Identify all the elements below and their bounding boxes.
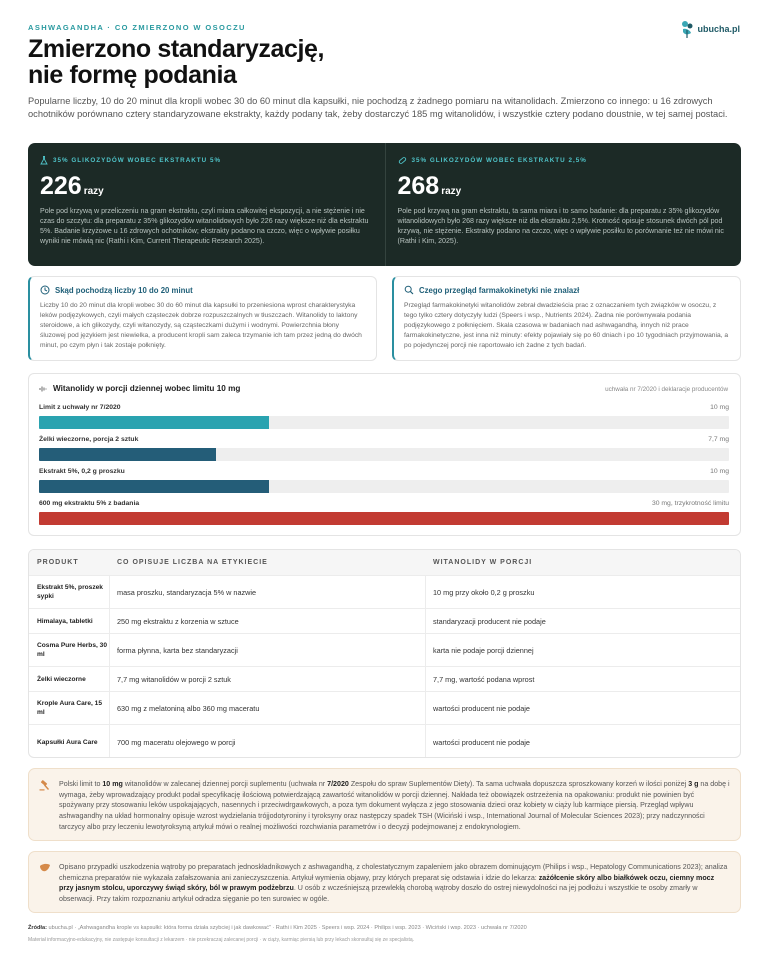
note-text: Opisano przypadki uszkodzenia wątroby po preparatach jednoskładnikowych z ashwagandhą, z cholestatycznym zapaleniem jako obrazem dominującym (Philips i wsp., Hepatology Communications 2023); analiza chemiczna preparatów nie wykazała zafałszowania ani zanieczyszczenia. Artykuł wymienia objawy, przy których preparat się odstawia i idzie do lekarza:: [59, 863, 728, 882]
liver-warning-note: [28, 851, 741, 913]
note-text: Polski limit to: [59, 780, 103, 788]
bar-row: [39, 468, 729, 493]
bar-row: [39, 404, 729, 429]
page-title: [28, 36, 588, 88]
product-cell: Himalaya, tabletki: [37, 617, 93, 625]
bars-source: uchwała nr 7/2020 i deklaracje producentów: [605, 386, 728, 393]
bar-label: Ekstrakt 5%, 0,2 g proszku: [39, 468, 125, 475]
bars-title: [39, 384, 240, 393]
product-cell: Kapsułki Aura Care: [37, 738, 98, 746]
stat-number: 226: [40, 172, 82, 200]
stats-panel: [28, 143, 741, 266]
bar-label: Żelki wieczorne, porcja 2 sztuk: [39, 436, 139, 443]
note-emphasis: 7/2020: [327, 780, 349, 788]
stat-description: Pole pod krzywą na gram ekstraktu, ta sama miara i to samo badanie: dla preparatu z 35% glikozydów witanolidowych było 268 razy większe niż dla ekstraktu 2,5%. Krotność opisuje stosunek dwóch pól pod krzywą, nie stężenie. Ekstrakty podano na czczo, więc o wpływie posiłku to porównanie też nie mówi nic (Rathi i Kim, 2025).: [397, 207, 724, 245]
withanolides-cell: wartości producent nie podaje: [433, 703, 530, 713]
card-title-text: Skąd pochodzą liczby 10 do 20 minut: [55, 285, 193, 295]
eyebrow: ASHWAGANDHA · CO ZMIERZONO W OSOCZU: [28, 23, 246, 32]
stat-label: [40, 156, 373, 165]
bar-label: 600 mg ekstraktu 5% z badania: [39, 500, 140, 507]
product-cell: Żelki wieczorne: [37, 675, 86, 683]
disclaimer: Materiał informacyjno-edukacyjny, nie zastępuje konsultacji z lekarzem · nie przekraczaj zalecanej porcji · w ciąży, karmiąc piersią lub przy lekach skonsultuj się ze specjalistą.: [28, 937, 415, 943]
bar-track: [39, 512, 729, 525]
page-title-line1: Zmierzono standaryzację,: [28, 35, 325, 63]
product-table: [28, 549, 741, 758]
clock-icon: [40, 285, 50, 295]
note-emphasis: 10 mg: [102, 780, 123, 788]
search-icon: [404, 285, 414, 295]
bar-value: 30 mg, trzykrotność limitu: [651, 500, 729, 507]
note-text: na dobę i wymaga, żeby wprowadzający produkt podał specyfikację ilościową potwierdzającą zawartość witanolidów w porcji dziennej. Nakłada też obowiązek ostrzeżenia na opakowaniu: produkt nie powinien być spożywany przy stosowaniu leków uspokajających, nasennych i przeciwdrgawkowych, a poza tym dokument wyłącza z jego stosowania dzieci oraz kobiety w ciąży lub karmiące piersią. Przegląd wpływu ashwagandhy na układ hormonalny opisuje wzrost wydzielania trójjodotyroniny i tyroksyny oraz następczy spadek TSH (Wiciński i wsp., International Journal of Molecular Sciences 2023); przy nadczynności tarczycy albo przy leczeniu lewotyroksyną artykuł mówi o realnej możliwości rozchwiania parametrów i o decyzji podejmowanej z endokrynologiem.: [59, 780, 730, 831]
bar-track: [39, 416, 729, 429]
bar-track: [39, 480, 729, 493]
card-title: [404, 285, 730, 295]
withanolides-cell: 10 mg przy około 0,2 g proszku: [433, 587, 535, 597]
bar-row: [39, 436, 729, 461]
card-body: Przegląd farmakokinetyki witanolidów zebrał dwadzieścia prac z oznaczaniem tych związków w osoczu, z tego tylko cztery dotyczyły ludzi (Speers i wsp., Nutrients 2024). Żadna nie porównywała podania podjęzykowego z połknięciem. Skala czasowa w badaniach nad ashwagandhą, innych niż prace farmakokinetyczne, jest inna niż minuty: efekty pojawiały się po 60 dniach i po 10 tygodniach przyjmowania, a po pojedynczej porcji nie raportowało ich żadne z tych badań.: [404, 302, 729, 349]
liver-icon: [39, 863, 51, 873]
stat-number: 268: [397, 172, 440, 200]
withanolides-cell: standaryzacji producent nie podaje: [433, 616, 546, 626]
waveform-icon: [39, 385, 48, 393]
page-title-line2: nie formę podania: [28, 61, 237, 89]
note-emphasis: zażółcenie skóry albo białkówek oczu, ciemny mocz przy jasnym stolcu, uporczywy świąd skóry, ból w prawym podżebrzu: [59, 873, 715, 893]
card-title: [40, 285, 366, 295]
note-text: Zespołu do spraw Suplementów Diety). Ta sama uchwała dopuszcza sproszkowany korzeń w ilości poniżej: [348, 780, 689, 788]
info-card-source: [28, 276, 377, 361]
header-cell: PRODUKT: [37, 559, 79, 566]
stat-label-text: 35% GLIKOZYDÓW WOBEC EKSTRAKTU 5%: [53, 157, 222, 164]
product-cell: Cosma Pure Herbs, 30 ml: [37, 642, 107, 658]
bar-fill: [39, 512, 729, 525]
bar-value: 10 mg: [710, 404, 729, 411]
label-cell: forma płynna, karta bez standaryzacji: [117, 645, 238, 655]
stat-value: [398, 173, 730, 199]
stat-unit: razy: [441, 186, 462, 197]
table-row: [29, 633, 740, 666]
bar-row: [39, 500, 729, 525]
bar-value: 10 mg: [710, 468, 729, 475]
product-cell: Krople Aura Care, 15 ml: [37, 700, 102, 716]
stat-description: Pole pod krzywą w przeliczeniu na gram ekstraktu, czyli miara całkowitej ekspozycji, a nie stężenie i nie czas do szczytu: dla preparatu z 35% glikozydów witanolidowych było 226 razy większe niż dla ekstraktu 5%. Badanie krzyżowe u 16 zdrowych ochotników; ekstrakty podano na czczo, więc o wpływie posiłku wyniki nie mówią nic (Rathi i Kim, Current Therapeutic Research 2025).: [40, 207, 369, 245]
label-cell: 250 mg ekstraktu z korzenia w sztuce: [117, 616, 239, 626]
label-cell: masa proszku, standaryzacja 5% w nazwie: [117, 587, 257, 597]
table-row: [29, 575, 740, 608]
stat-block: [385, 143, 742, 266]
note-text: witanolidów w zalecanej dziennej porcji suplementu (uchwała nr: [122, 780, 328, 788]
table-row: [29, 691, 740, 724]
regulation-note: [28, 768, 741, 841]
sources-line: [28, 925, 527, 931]
card-body: Liczby 10 do 20 minut dla kropli wobec 30 do 60 minut dla kapsułki to przeniesiona wprost charakterystyka leków podjęzykowych, czyli małych cząsteczek dobrze rozpuszczalnych w tłuszczach. Witanolidy to laktony steroidowe, a ich glikozydy, czyli witanozydy, są cząsteczkami dużymi i wodnymi. Powierzchnia błony śluzowej pod językiem jest niewielka, a producent kropli sam zaleca trzymanie ich tam przez jedną do dwóch minut, po czym płyn i tak zostaje połknięty.: [40, 302, 362, 349]
withanolides-bar-chart: [28, 373, 741, 536]
lead-paragraph: Popularne liczby, 10 do 20 minut dla kropli wobec 30 do 60 minut dla kapsułki, nie pochodzą z żadnego pomiaru na witanolidach. Zmierzono co innego: u 16 zdrowych ochotników porównano cztery standaryzowane ekstrakty, każdy podany tak, żeby dostarczyć 185 mg witanolidów, i wszystkie cztery podano doustnie, w tej samej postaci.: [28, 96, 728, 119]
label-cell: 700 mg maceratu olejowego w porcji: [117, 737, 236, 747]
pill-icon: [398, 156, 407, 165]
bar-value: 7,7 mg: [708, 436, 729, 443]
bar-fill: [39, 416, 269, 429]
stat-block: [28, 143, 385, 266]
header-cell: WITANOLIDY W PORCJI: [433, 559, 533, 566]
bar-fill: [39, 480, 269, 493]
stat-label-text: 35% GLIKOZYDÓW WOBEC EKSTRAKTU 2,5%: [411, 157, 587, 164]
withanolides-cell: wartości producent nie podaje: [433, 737, 530, 747]
info-card-review: [392, 276, 741, 361]
note-text: . U osób z wcześniejszą przewlekłą chorobą wątroby doszło do ostrej niewydolności na jej podłożu i wszystkie te osoby zmarły w obserwacji. Przy takim rozpoznaniu artykuł odradza sięganie po ten surowiec w ogóle.: [59, 884, 698, 904]
note-emphasis: 3 g: [688, 780, 699, 788]
label-cell: 630 mg z melatoniną albo 360 mg maceratu: [117, 703, 260, 713]
flask-icon: [40, 156, 48, 165]
withanolides-cell: 7,7 mg, wartość podana wprost: [433, 674, 535, 684]
gavel-icon: [39, 780, 50, 791]
bar-track: [39, 448, 729, 461]
brand-logo[interactable]: [680, 20, 741, 38]
label-cell: 7,7 mg witanolidów w porcji 2 sztuk: [117, 674, 231, 684]
bar-label: Limit z uchwały nr 7/2020: [39, 404, 121, 411]
stat-label: [398, 156, 730, 165]
product-cell: Ekstrakt 5%, proszek sypki: [37, 584, 103, 600]
bars-title-text: Witanolidy w porcji dziennej wobec limitu 10 mg: [53, 384, 241, 393]
sources-label: Źródła:: [28, 925, 47, 931]
table-header: [29, 550, 740, 575]
stat-unit: razy: [83, 186, 104, 197]
stat-value: [40, 173, 373, 199]
table-row: [29, 724, 740, 758]
brand-name: ubucha.pl: [697, 24, 740, 34]
table-row: [29, 608, 740, 633]
header-cell: CO OPISUJE LICZBA NA ETYKIECIE: [117, 559, 268, 566]
sources-text: ubucha.pl · „Ashwagandha krople vs kapsułki: która forma działa szybciej i jak dawkować” · Rathi i Kim 2025 · Speers i wsp. 2024 · Philips i wsp. 2023 · Wiciński i wsp. 2023 · uchwała nr 7/2020: [46, 925, 527, 931]
card-title-text: Czego przegląd farmakokinetyki nie znalazł: [419, 285, 580, 295]
bar-fill: [39, 448, 216, 461]
table-row: [29, 666, 740, 691]
leaf-icon: [680, 20, 694, 38]
withanolides-cell: karta nie podaje porcji dziennej: [433, 645, 534, 655]
